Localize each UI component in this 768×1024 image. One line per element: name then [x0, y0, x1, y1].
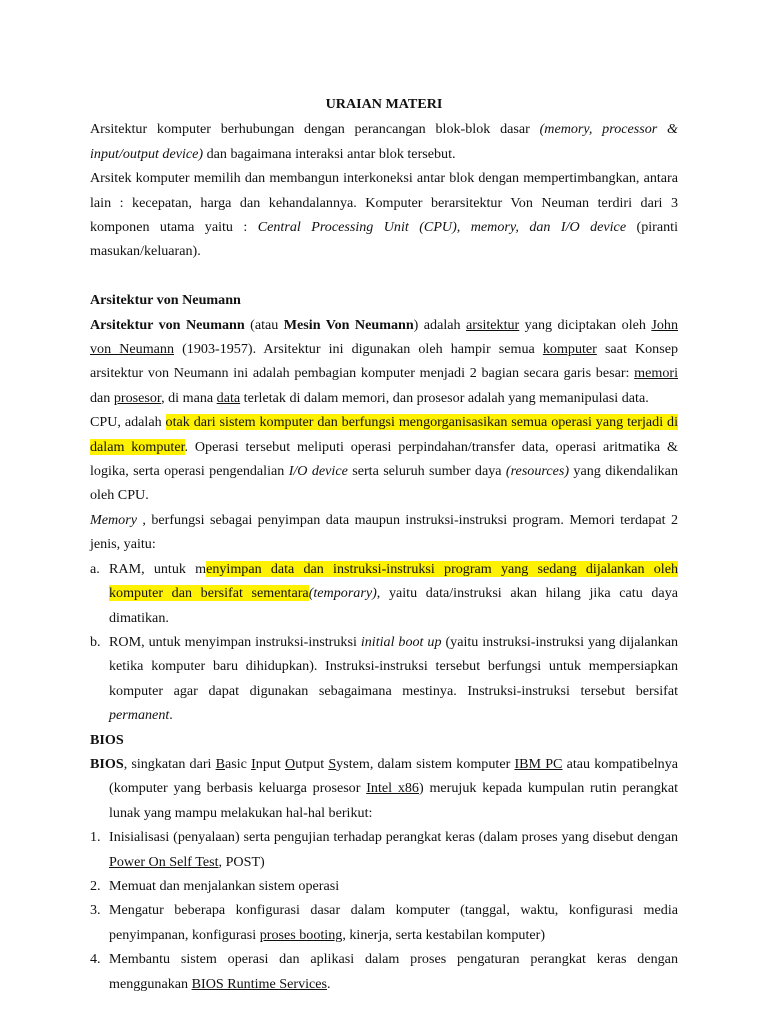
intro-text: Arsitek komputer memilih dan membangun interkoneksi antar blok dengan mempertimbangkan, antara lain : kecepatan, harga dan kehandalannya. Komputer berarsitektur Von Neuman terdiri dari 3 komponen utama yaitu :: [90, 170, 678, 236]
text: , di mana: [161, 389, 217, 406]
italic-term: initial boot up: [360, 633, 442, 650]
list-item-3: [90, 898, 678, 947]
text: ystem, dalam sistem komputer: [336, 755, 515, 772]
components-italic: Central Processing Unit (CPU), memory, dan I/O device: [257, 219, 627, 236]
list-marker: a.: [90, 560, 100, 577]
intro-text: (piranti masukan/keluaran).: [90, 219, 678, 260]
bold-term: BIOS: [90, 755, 124, 772]
link-ibm-pc[interactable]: IBM PC: [514, 755, 563, 772]
text: saat Konsep arsitektur von Neumann ini adalah pembagian komputer menjadi 2 bagian secara garis besar:: [90, 341, 678, 382]
text: (atau: [244, 316, 284, 333]
text: yang dikendalikan oleh CPU.: [90, 463, 678, 504]
bold-term: Mesin Von Neumann: [283, 316, 414, 333]
intro-italic: (memory, processor & input/output device): [90, 121, 678, 162]
text: serta seluruh sumber daya: [347, 463, 506, 480]
text: dan: [90, 389, 114, 406]
text: ROM, untuk menyimpan instruksi-instruksi: [109, 633, 361, 650]
text: RAM, untuk m: [109, 560, 207, 577]
text: utput: [295, 755, 329, 772]
highlighted-text: otak dari sistem komputer dan berfungsi mengorganisasikan semua operasi yang terjadi di dalam komputer: [90, 414, 678, 455]
list-marker: b.: [90, 633, 101, 650]
link-bios-runtime-services[interactable]: BIOS Runtime Services: [191, 975, 328, 992]
intro-text: Arsitektur komputer berhubungan dengan perancangan blok-blok dasar: [90, 121, 540, 138]
text: CPU, adalah: [90, 414, 166, 431]
link-intel-x86[interactable]: Intel x86: [366, 780, 419, 797]
link-memori[interactable]: memori: [634, 365, 678, 382]
text: Mengatur beberapa konfigurasi dasar dalam komputer (tanggal, waktu, konfigurasi media penyimpanan, konfigurasi: [109, 902, 678, 943]
text: .: [327, 975, 331, 992]
underlined-letter: O: [285, 755, 296, 772]
underlined-letter: I: [251, 755, 256, 772]
text: Inisialisasi (penyalaan) serta pengujian terhadap perangkat keras (dalam proses yang disebut dengan: [109, 829, 678, 846]
text: .: [169, 707, 173, 724]
cpu-paragraph: [90, 410, 678, 508]
italic-term: permanent: [109, 707, 170, 724]
list-item-1: [90, 825, 678, 874]
list-item-4: [90, 947, 678, 996]
text: Memuat dan menjalankan sistem operasi: [109, 877, 340, 894]
von-neumann-paragraph: [90, 313, 678, 411]
memory-paragraph: [90, 508, 678, 557]
intro-paragraph-1: [90, 117, 678, 166]
text: (1903-1957). Arsitektur ini digunakan oleh hampir semua: [174, 341, 543, 358]
highlighted-text: enyimpan data dan instruksi-instruksi program yang sedang dijalankan oleh komputer dan bersifat sementara: [109, 560, 679, 602]
text: ) merujuk kepada kumpulan rutin perangkat lunak yang mampu melakukan hal-hal berikut:: [109, 780, 678, 821]
text: asic: [225, 755, 252, 772]
text: , berfungsi sebagai penyimpan data maupun instruksi-instruksi program. Memori terdapat 2 jenis, yaitu:: [90, 511, 678, 553]
text: . Operasi tersebut meliputi operasi perpindahan/transfer data, operasi aritmatika & logika, serta operasi pengendalian: [90, 438, 678, 480]
document-body: [90, 92, 678, 996]
link-arsitektur[interactable]: arsitektur: [466, 316, 520, 333]
list-item-ram: [90, 557, 678, 630]
text: ) adalah: [413, 316, 467, 333]
link-power-on-self-test[interactable]: Power On Self Test: [109, 853, 219, 870]
paragraph-gap: [90, 264, 678, 288]
italic-term: Memory: [90, 511, 137, 528]
list-item-2: [90, 874, 678, 898]
text: , yaitu data/instruksi akan hilang jika catu daya dimatikan.: [109, 585, 678, 626]
text: atau kompatibelnya (komputer yang berbasis keluarga prosesor: [109, 755, 679, 797]
link-prosesor[interactable]: prosesor: [113, 389, 162, 406]
text: Membantu sistem operasi dan aplikasi dalam proses pengaturan perangkat keras dengan menggunakan: [109, 951, 678, 992]
text: yang diciptakan oleh: [519, 316, 652, 333]
intro-paragraph-2: [90, 166, 678, 264]
link-john-von-neumann[interactable]: John von Neumann: [90, 316, 678, 358]
text: nput: [255, 755, 285, 772]
underlined-letter: B: [215, 755, 225, 772]
underlined-letter: S: [328, 755, 337, 772]
list-item-rom: [90, 630, 678, 728]
link-proses-booting[interactable]: proses booting: [259, 926, 343, 943]
text: , singkatan dari: [123, 755, 216, 772]
italic-term: (temporary): [308, 585, 377, 602]
bold-term: Arsitektur von Neumann: [90, 316, 245, 333]
section-heading-bios: BIOS: [90, 731, 124, 748]
list-marker: 3.: [90, 902, 101, 919]
intro-text: dan bagaimana interaksi antar blok tersebut.: [203, 145, 456, 162]
list-marker: 4.: [90, 951, 101, 968]
link-data[interactable]: data: [216, 389, 241, 406]
italic-term: I/O device: [288, 463, 348, 480]
bios-paragraph: [90, 752, 678, 825]
text: , kinerja, serta kestabilan komputer): [342, 926, 546, 943]
list-marker: 1.: [90, 829, 101, 846]
text: (yaitu instruksi-instruksi yang dijalankan ketika komputer baru dihidupkan). Instruksi-instruksi tersebut berfungsi untuk mempersiapkan komputer agar dapat digunakan sebagaimana mestinya. Instruksi-instruksi tersebut bersifat: [109, 633, 679, 699]
text: terletak di dalam memori, dan prosesor adalah yang memanipulasi data.: [240, 389, 649, 406]
italic-term: (resources): [505, 463, 570, 480]
section-heading-von-neumann: Arsitektur von Neumann: [90, 292, 241, 309]
text: , POST): [218, 853, 265, 870]
link-komputer[interactable]: komputer: [542, 341, 597, 358]
page-title: URAIAN MATERI: [325, 96, 443, 112]
list-marker: 2.: [90, 877, 101, 894]
